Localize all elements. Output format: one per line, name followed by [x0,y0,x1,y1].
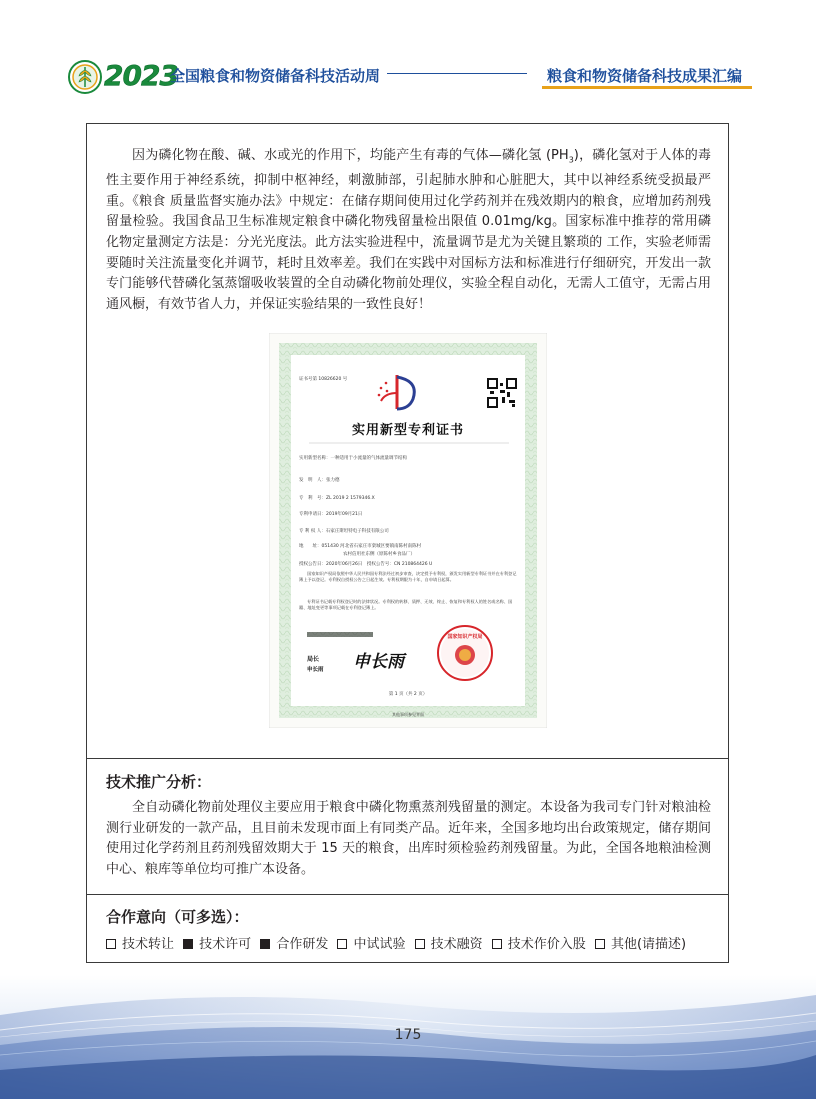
checkbox[interactable] [337,939,347,949]
option-label: 技术许可 [199,937,252,952]
option-label: 技术作价入股 [507,937,586,952]
checkbox-checked[interactable] [260,939,270,949]
intro-text-after: )，磷化氢对于人体的毒性主要作用于神经系统，抑制中枢神经，刺激肺部，引起肺水肿和心脏肥大，其中以神经系统受损最严重。《粮食 质量监督实施办法》中规定：在储存期间使用过化学药剂并在残效期内的粮食，应增加药剂残留量检验。我国食品卫生标准规定粮食中磷化物残留量检出限值 0.01mg/kg。国家标准中推荐的常用磷化物定量测定方法是：分光光度法。此方法实验进程中，流量调节是尤为关键且繁琐的 工作，实验老师需要随时关注流量变化并调节，耗时且效率差。我们在实践中对国标方法和标准进行仔细研究，开发出一款专门能够代替磷化氢蒸馏吸收装置的全自动磷化物前处理仪，实验全程自动化，无需人工值守，无需占用通风橱，有效节省人力，并保证实验结果的一致性良好！ [106,148,711,312]
cert-title: 实用新型专利证书 [351,423,465,438]
grain-logo-icon [68,60,102,94]
option-label: 技术转让 [122,937,175,952]
option-label: 技术融资 [430,937,483,952]
header-series-title: 粮食和物资储备科技成果汇编 [546,67,742,85]
coop-option-joint-rd[interactable] [260,933,328,952]
qr-code-icon [488,379,516,407]
option-label: 合作研发 [276,937,329,952]
page-number: 175 [394,1027,422,1043]
checkbox[interactable] [595,939,605,949]
cert-number: 证书号第 10826620 号 [299,377,348,382]
coop-option-tech-transfer[interactable] [106,933,174,952]
cert-director-label: 局长 [307,656,320,663]
seal-text: 国家知识产权局 [447,634,483,640]
header-year: 2023 [104,59,178,92]
cert-page-indicator: 第 1 页（共 2 页） [388,692,428,697]
section-divider-tech [87,758,728,759]
checkbox[interactable] [492,939,502,949]
section-divider-coop [87,894,728,895]
intro-paragraph [106,146,711,315]
cert-address-line-2: 农村信用社东侧（原陈村乡食品厂） [343,552,415,557]
header-divider [387,73,527,74]
coop-option-tech-financing[interactable] [415,933,483,952]
tech-paragraph: 全自动磷化物前处理仪主要应用于粮食中磷化物熏蒸剂残留量的测定。本设备为我司专门针对粮油检测行业研发的一款产品，且目前未发现市面上有同类产品。近年来，全国多地均出台政策规定，储存期间使用过化学药剂且药剂残留效期大于 15 天的粮食，出库时须检验药剂残留量。为此，全国各地粮油检测中心、粮库等单位均可推广本设备。 [106,800,711,877]
cert-filing-date: 专利申请日：2019年09月21日 [299,512,363,517]
checkbox[interactable] [415,939,425,949]
patent-certificate-image [269,333,547,728]
cert-patent-number: 专 利 号：ZL 2019 2 1579346.X [299,496,375,501]
cert-footnote: 其他事项参见背面 [392,712,424,717]
header-accent-bar [542,86,752,89]
option-label: 其他(请描述) [610,937,687,952]
cert-address-line-1: 地 址：051430 河北省石家庄市栾城区要镇南陈村南陈村 [299,544,422,549]
coop-option-pilot-test[interactable] [337,933,405,952]
checkbox-checked[interactable] [183,939,193,949]
coop-option-tech-equity[interactable] [492,933,586,952]
coop-section-title: 合作意向（可多选）： [106,908,249,926]
header-event-title: 全国粮食和物资储备科技活动周 [170,67,381,85]
cert-signature: 申长雨 [353,652,404,672]
coop-option-tech-license[interactable] [183,933,251,952]
checkbox[interactable] [106,939,116,949]
official-seal-icon [438,626,492,680]
cert-holder: 专 利 权 人：石家庄斯坦特电子科技有限公司 [299,529,389,534]
page-header [0,52,816,98]
intro-subscript: 3 [568,155,574,165]
cert-body-paragraph-1: 国家知识产权局依照中华人民共和国专利法经过初步审查，决定授予专利权，颁发实用新型专利证书并在专利登记簿上予以登记。专利权自授权公告之日起生效。专利权期限为十年，自申请日起算。 [299,571,517,582]
cert-body-paragraph-2: 专利证书记载专利权登记时的法律状况。专利权的转移、质押、无效、终止、恢复和专利权人的姓名或名称、国籍、地址变更等事项记载在专利登记簿上。 [299,599,513,610]
cert-utility-name: 实用新型名称：一种适用于小流量的气体流量调节结构 [299,456,407,461]
coop-option-other[interactable] [595,933,686,952]
cert-director-name-label: 申长雨 [307,667,324,673]
option-label: 中试试验 [353,937,406,952]
cert-grant-date: 授权公告日：2020年06月26日 授权公告号：CN 210864426 U [299,562,433,567]
cert-inventor: 发 明 人：张力德 [299,478,340,483]
tech-section-title: 技术推广分析： [106,773,212,791]
content-frame [86,123,729,963]
coop-options [106,933,686,952]
intro-text-before: 因为磷化物在酸、碱、水或光的作用下，均能产生有毒的气体—磷化氢 (PH [132,148,569,163]
barcode-icon [307,632,373,637]
